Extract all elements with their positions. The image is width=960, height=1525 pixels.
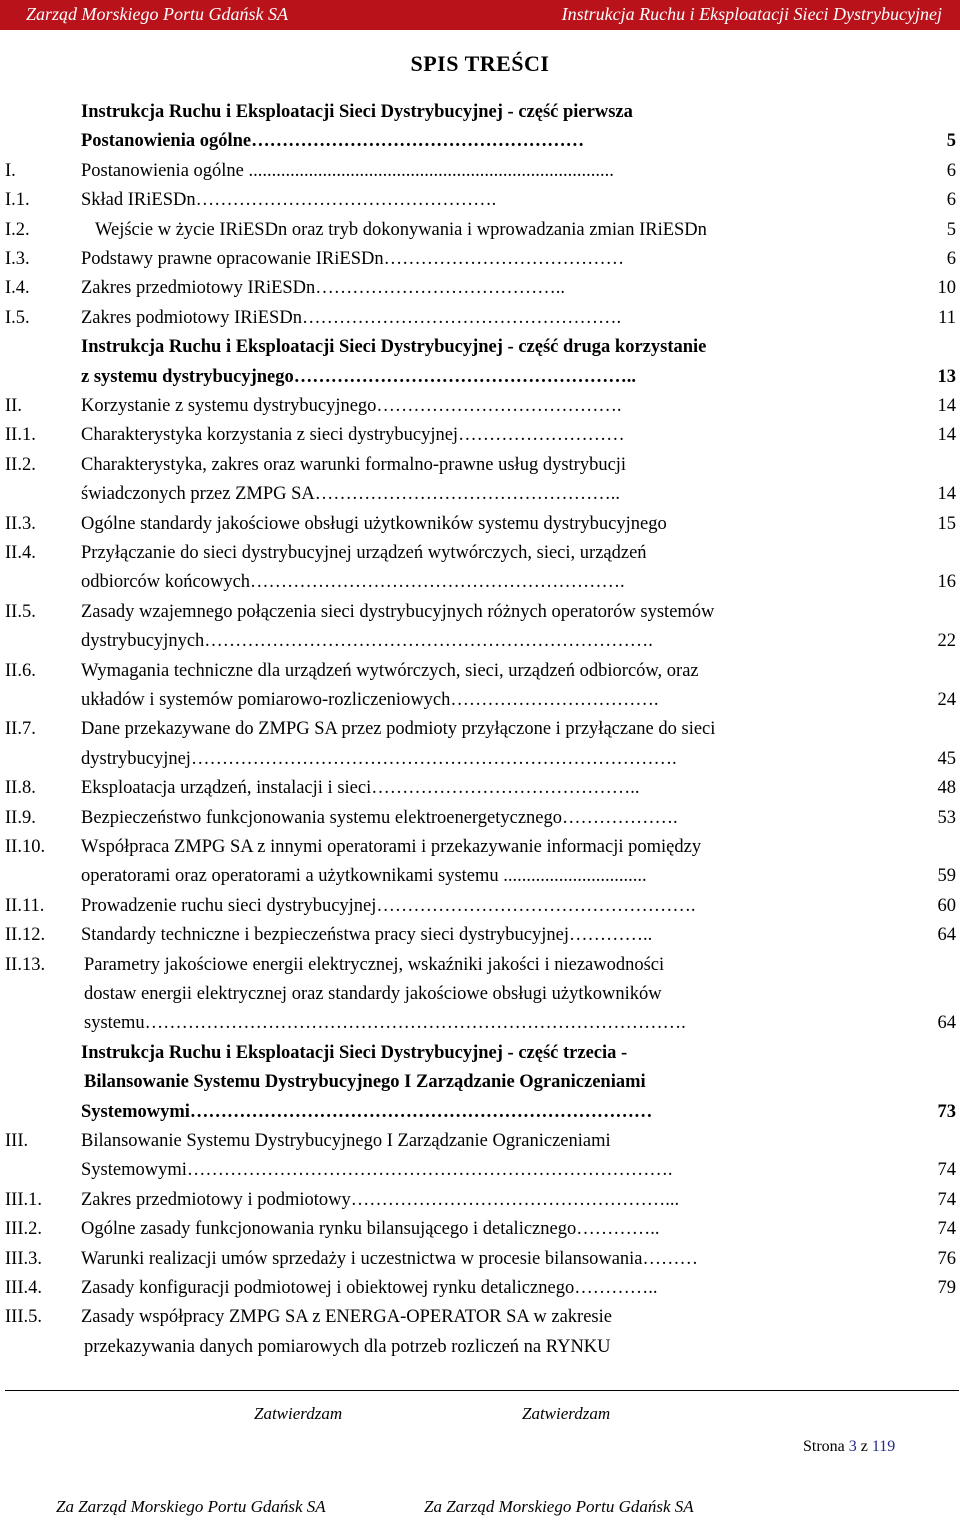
- toc-entry: [0, 278, 960, 306]
- toc-entry: [0, 866, 960, 894]
- toc-entry: [0, 1013, 960, 1041]
- toc-entry-title: Skład IRiESDn………………………………………….: [81, 190, 497, 211]
- toc-title: SPIS TREŚCI: [410, 51, 550, 76]
- toc-entry-page: 14: [937, 484, 956, 505]
- toc-entry: [0, 808, 960, 836]
- toc-entry-title: Dane przekazywane do ZMPG SA przez podmioty przyłączone i przyłączane do sieci: [81, 719, 716, 740]
- toc-entry: [0, 837, 960, 865]
- toc-entry-page: 16: [937, 572, 956, 593]
- toc-entry-title: Zasady współpracy ZMPG SA z ENERGA-OPERATOR SA w zakresie: [81, 1307, 612, 1328]
- toc-entry-number: II.10.: [5, 837, 46, 857]
- toc-entry: [0, 749, 960, 777]
- toc-entry-title: dystrybucyjnej…………………………………………………………………….: [81, 748, 677, 769]
- toc-entry-page: 48: [937, 778, 956, 799]
- toc-entry: [0, 484, 960, 512]
- toc-entry-title: Przyłączanie do sieci dystrybucyjnej urządzeń wytwórczych, sieci, urządzeń: [81, 543, 647, 563]
- toc-entry: [0, 514, 960, 542]
- toc-entry-page: 15: [937, 513, 956, 534]
- toc-entry-title: Charakterystyka, zakres oraz warunki formalno-prawne usług dystrybucji: [81, 454, 627, 475]
- toc-entry-number: III.3.: [5, 1248, 42, 1269]
- toc-entry-number: III.: [5, 1131, 29, 1151]
- toc-entry-title: Zakres przedmiotowy IRiESDn…………………………………..: [81, 278, 566, 299]
- toc-entry-number: III.2.: [5, 1219, 42, 1240]
- toc-entry-page: 64: [937, 925, 956, 946]
- toc-entry: [0, 455, 960, 483]
- toc-entry-title: Zasady konfiguracji podmiotowej i obiektowej rynku detalicznego…………..: [81, 1278, 658, 1298]
- toc-entry: [0, 131, 960, 159]
- toc-entry-title: Parametry jakościowe energii elektrycznej, wskaźniki jakości i niezawodności: [84, 954, 665, 975]
- toc-entry-page: 76: [937, 1248, 956, 1269]
- toc-entry-number: II.9.: [5, 807, 36, 828]
- toc-entry-number: I.: [5, 160, 16, 181]
- toc-entry-title: Bilansowanie Systemu Dystrybucyjnego I Zarządzanie Ograniczeniami: [81, 1131, 611, 1151]
- toc-entry: [0, 896, 960, 924]
- toc-entry-title: Współpraca ZMPG SA z innymi operatorami i przekazywanie informacji pomiędzy: [81, 837, 702, 857]
- header-document-title: Instrukcja Ruchu i Eksploatacji Sieci Dystrybucyjnej: [561, 4, 942, 24]
- toc-entry-page: 14: [937, 396, 956, 416]
- toc-entry-number: II.4.: [5, 543, 36, 563]
- toc-entry-page: 73: [937, 1101, 956, 1122]
- page-prefix: Strona: [803, 1438, 845, 1455]
- toc-entry-number: I.5.: [5, 307, 30, 328]
- toc-entry-title: Instrukcja Ruchu i Eksploatacji Sieci Dystrybucyjnej - część pierwsza: [81, 102, 633, 122]
- toc-entry: [0, 1337, 960, 1365]
- toc-entry-number: II.5.: [5, 601, 36, 622]
- toc-entry-title: Wejście w życie IRiESDn oraz tryb dokonywania i wprowadzania zmian IRiESDn: [95, 219, 707, 240]
- toc-entry: [0, 220, 960, 248]
- toc-entry-number: II.6.: [5, 660, 36, 681]
- toc-entry-number: II.3.: [5, 513, 36, 534]
- page-total: 119: [871, 1438, 896, 1455]
- toc-entry-page: 24: [937, 690, 956, 710]
- toc-entry-title: przekazywania danych pomiarowych dla potrzeb rozliczeń na RYNKU: [84, 1336, 611, 1357]
- header-bar: [0, 0, 960, 30]
- toc-entry: [0, 396, 960, 424]
- toc-entry-title: Postanowienia ogólne………………………………………………: [81, 131, 585, 152]
- toc-entry-title: Prowadzenie ruchu sieci dystrybucyjnej…………………………………………….: [81, 895, 696, 916]
- toc-entry: [0, 572, 960, 600]
- toc-entry-title: Zasady wzajemnego połączenia sieci dystrybucyjnych różnych operatorów systemów: [81, 601, 715, 622]
- toc-entry-title: Eksploatacja urządzeń, instalacji i sieci……………………………………..: [81, 778, 640, 799]
- toc-entry: [0, 984, 960, 1012]
- toc-entry-page: 79: [937, 1278, 956, 1298]
- toc-entry: [0, 1307, 960, 1335]
- toc-entry-page: 22: [937, 631, 956, 652]
- toc-entry-page: 6: [946, 160, 956, 181]
- toc-entry: [0, 1072, 960, 1100]
- toc-entry-page: 10: [937, 278, 956, 299]
- toc-entry-number: II.2.: [5, 454, 36, 475]
- toc-entry-number: II.11.: [5, 895, 45, 916]
- toc-entry-title: Ogólne standardy jakościowe obsługi użytkowników systemu dystrybucyjnego: [81, 513, 667, 534]
- toc-entry-number: I.4.: [5, 278, 30, 299]
- signature-label-right: Za Zarząd Morskiego Portu Gdańsk SA: [424, 1497, 694, 1516]
- toc-entry: [0, 778, 960, 806]
- toc-entry-title: Warunki realizacji umów sprzedaży i uczestnictwa w procesie bilansowania………: [81, 1248, 699, 1269]
- page-separator: z: [860, 1438, 868, 1455]
- toc-entry-title: dostaw energii elektrycznej oraz standardy jakościowe obsługi użytkowników: [84, 984, 662, 1004]
- toc-entry: [0, 249, 960, 277]
- toc-entry: [0, 1131, 960, 1159]
- toc-entry-title: systemu…………………………………………………………………………….: [84, 1013, 686, 1034]
- toc-entry-number: II.7.: [5, 719, 36, 740]
- toc-entry-number: II.1.: [5, 425, 36, 446]
- toc-entry-title: Zakres podmiotowy IRiESDn…………………………………………….: [81, 307, 622, 328]
- toc-entry-page: 74: [937, 1189, 956, 1210]
- toc-entry: [0, 1249, 960, 1277]
- toc-entry-number: II.8.: [5, 778, 36, 799]
- approve-label-left: Zatwierdzam: [254, 1404, 343, 1423]
- toc-entry-title: Systemowymi…………………………………………………………………….: [81, 1160, 673, 1181]
- toc-entry-title: dystrybucyjnych……………………………………………………………….: [81, 631, 653, 652]
- toc-entry-number: I.1.: [5, 190, 30, 211]
- toc-entry-number: III.5.: [5, 1307, 42, 1328]
- toc-entry: [0, 1219, 960, 1247]
- toc-entry-page: 5: [946, 219, 956, 240]
- toc-entry: [0, 602, 960, 630]
- toc-entry: [0, 1102, 960, 1130]
- toc-entry-title: Podstawy prawne opracowanie IRiESDn…………………………………: [81, 249, 625, 269]
- toc-entry-title: Systemowymi…………………………………………………………………: [81, 1101, 653, 1122]
- toc-entry-title: Postanowienia ogólne ...............................................................................: [81, 160, 614, 181]
- toc-entry-title: świadczonych przez ZMPG SA…………………………………………..: [81, 484, 621, 505]
- toc-entry-title: Instrukcja Ruchu i Eksploatacji Sieci Dystrybucyjnej - część druga korzystanie: [81, 337, 707, 358]
- toc-entry-page: 45: [937, 748, 956, 769]
- toc-entry-number: II.12.: [5, 925, 46, 946]
- toc-entry-number: III.4.: [5, 1278, 42, 1298]
- toc-entry-title: z systemu dystrybucyjnego………………………………………………..: [81, 366, 636, 387]
- toc-entry-page: 13: [937, 366, 956, 387]
- toc-entry-title: układów i systemów pomiarowo-rozliczeniowych…………………………….: [81, 690, 659, 710]
- toc-entry: [0, 543, 960, 571]
- toc-entry-number: I.3.: [5, 249, 30, 269]
- toc-entry: [0, 190, 960, 218]
- toc-entry-page: 74: [937, 1219, 956, 1240]
- toc-entry-number: III.1.: [5, 1189, 42, 1210]
- toc-entry: [0, 1190, 960, 1218]
- toc-entry: [0, 308, 960, 336]
- toc-entry-page: 53: [937, 807, 956, 828]
- toc-entry-title: Charakterystyka korzystania z sieci dystrybucyjnej………………………: [81, 425, 625, 446]
- header-organization: Zarząd Morskiego Portu Gdańsk SA: [26, 4, 288, 24]
- toc-entry: [0, 661, 960, 689]
- toc-entry-page: 74: [937, 1160, 956, 1181]
- toc-entry: [0, 1278, 960, 1306]
- toc-entry: [0, 631, 960, 659]
- toc-entry-page: 64: [937, 1013, 956, 1034]
- toc-entry-title: Korzystanie z systemu dystrybucyjnego………………………………….: [81, 396, 622, 416]
- toc-entry-title: Bilansowanie Systemu Dystrybucyjnego I Zarządzanie Ograniczeniami: [84, 1072, 646, 1093]
- toc-entry: [0, 955, 960, 983]
- toc-entry-page: 6: [946, 190, 956, 211]
- toc-entry-title: Bezpieczeństwo funkcjonowania systemu elektroenergetycznego……………….: [81, 807, 678, 828]
- approve-label-right: Zatwierdzam: [522, 1404, 611, 1423]
- toc-entry-page: 59: [937, 866, 956, 887]
- footer-divider: [5, 1390, 959, 1391]
- toc-entry-title: Standardy techniczne i bezpieczeństwa pracy sieci dystrybucyjnej…………..: [81, 925, 653, 946]
- toc-entry-number: I.2.: [5, 219, 30, 240]
- toc-entry: [0, 925, 960, 953]
- page-current: 3: [848, 1438, 857, 1455]
- toc-entry: [0, 367, 960, 395]
- toc-entry-page: 6: [946, 249, 956, 269]
- toc-entry-title: operatorami oraz operatorami a użytkownikami systemu ...............................: [81, 866, 647, 887]
- toc-entry-page: 5: [946, 131, 956, 152]
- toc-entry-number: II.: [5, 396, 22, 416]
- toc-entry-page: 11: [938, 307, 956, 328]
- toc-entry-title: Wymagania techniczne dla urządzeń wytwórczych, sieci, urządzeń odbiorców, oraz: [81, 660, 699, 681]
- signature-label-left: Za Zarząd Morskiego Portu Gdańsk SA: [56, 1497, 326, 1516]
- toc-entry: [0, 1160, 960, 1188]
- toc-entry: [0, 719, 960, 747]
- toc-entry: [0, 1043, 960, 1071]
- toc-entry: [0, 102, 960, 130]
- toc-entry-number: II.13.: [5, 954, 46, 975]
- toc-entry: [0, 690, 960, 718]
- page-counter: [803, 1438, 895, 1456]
- toc-entry: [0, 425, 960, 453]
- toc-entry: [0, 161, 960, 189]
- toc-entry-page: 14: [937, 425, 956, 446]
- toc-entry-title: Instrukcja Ruchu i Eksploatacji Sieci Dystrybucyjnej - część trzecia -: [81, 1042, 628, 1063]
- toc-entry-title: odbiorców końcowych…………………………………………………….: [81, 572, 625, 593]
- toc-entry: [0, 337, 960, 365]
- toc-entry-title: Ogólne zasady funkcjonowania rynku bilansującego i detalicznego…………..: [81, 1219, 660, 1240]
- toc-entry-title: Zakres przedmiotowy i podmiotowy……………………………………………...: [81, 1189, 680, 1210]
- toc-entry-page: 60: [937, 895, 956, 916]
